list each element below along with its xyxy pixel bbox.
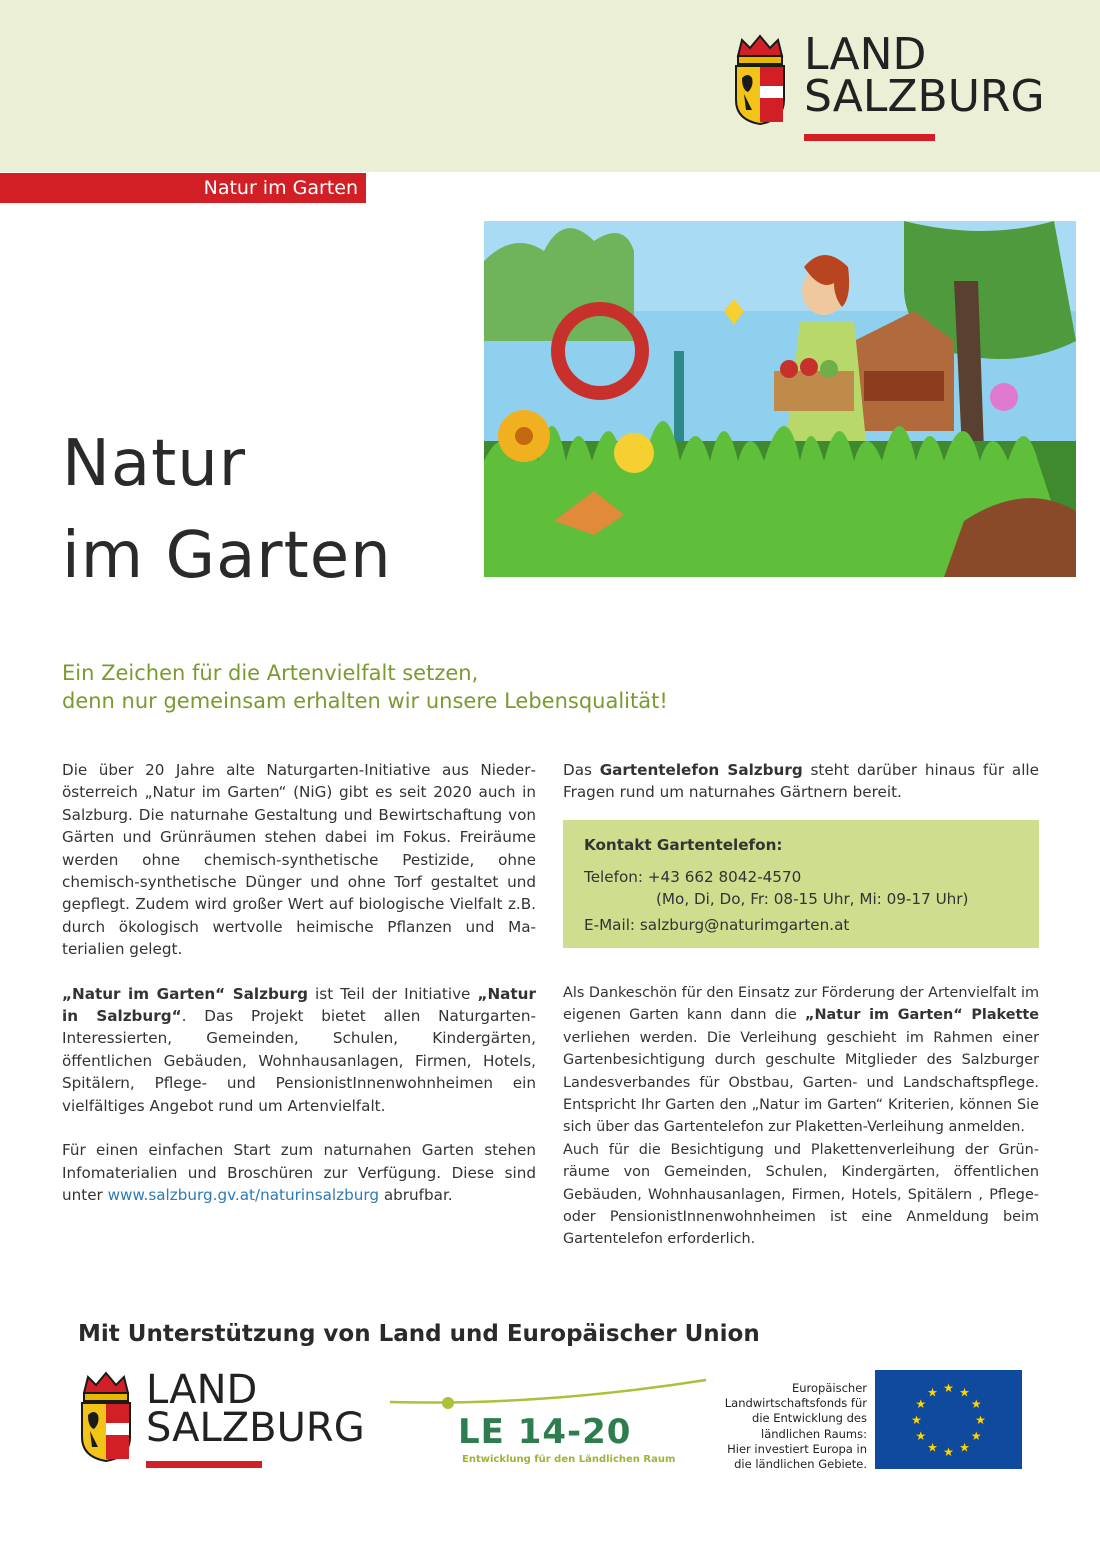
contact-hours: (Mo, Di, Do, Fr: 08-15 Uhr, Mi: 09-17 Uhr) [656,890,969,908]
materials-text-1: Für einen einfachen Start zum naturnahen Garten stehen Infomaterialien und Broschüren zur Verfügung. Diese sind unter [62,1141,536,1204]
subtitle-line-1: Ein Zeichen für die Artenvielfalt setzen, [62,661,479,685]
section-tag-bar [0,173,366,203]
registration-paragraph: Auch für die Besichtigung und Plakettenverleihung der Grünräume von Gemeinden, Schulen, Kindergärten, öffentlichen Gebäuden, Wohnhausanlagen, Firmen, Hotels, Spitälern , Pflege- oder PensionistInnenwohnheimen ist eine Anmeldung beim Gartentelefon erforderlich. [563,1141,1039,1248]
le-14-20-logo [390,1376,712,1472]
footer-logo-line-1: LAND [146,1367,258,1413]
eu-line-3: die Entwicklung des [752,1411,867,1426]
initiative-text-1: ist Teil der Initiative [307,984,478,1003]
logo-wordmark [804,29,1045,122]
plakette-name: „Natur im Garten“ Plakette [804,1007,1039,1024]
subtitle [62,659,668,715]
info-link[interactable]: www.salzburg.gv.at/naturinsalzburg [107,1185,379,1204]
svg-text:★: ★ [911,1413,922,1427]
logo-red-bar [804,134,935,141]
eu-line-6: die ländlichen Gebiete. [734,1457,867,1472]
le-swoosh-icon [390,1376,712,1416]
le-title: LE 14-20 [458,1412,632,1452]
svg-text:★: ★ [959,1440,970,1455]
svg-text:★: ★ [943,1445,954,1459]
contact-email[interactable]: E-Mail: salzburg@naturimgarten.at [584,916,850,934]
svg-text:★: ★ [943,1381,954,1395]
svg-text:★: ★ [959,1385,970,1400]
gartentelefon-paragraph [563,759,1039,804]
salzburg-crest-icon [732,34,788,126]
svg-text:★: ★ [915,1397,927,1411]
footer-logo-line-2: SALZBURG [146,1405,365,1451]
materials-paragraph [62,1139,536,1206]
intro-paragraph: Die über 20 Jahre alte Naturgarten-Initiative aus Niederösterreich „Natur im Garten“ (NiG) gibt es seit 2020 auch in Salzburg. Die naturnahe Gestaltung und Bewirtschaftung von Gärten und Grünräumen stehen dabei im Fokus. Freiräume werden ohne chemisch-synthetische Pestizide, ohne chemisch-synthetische Dünger und ohne Torf gestaltet und gepflegt. Zudem wird großer Wert auf biologische Vielfalt z.B. durch ökologisch wertvolle heimische Pflanzen und Materialien gelegt. [62,761,536,959]
title-line-1: Natur [62,427,247,501]
footer-land-salzburg-logo [78,1367,378,1471]
parent-initiative-name: „Natur in Salzburg“ [62,984,536,1026]
eu-line-5: Hier investiert Europa in [727,1441,867,1456]
section-tag-label: Natur im Garten [203,177,358,199]
logo-line-1: LAND [804,29,927,80]
footer-logo-wordmark [146,1367,365,1451]
land-salzburg-logo [732,29,1052,144]
le-subtitle: Entwicklung für den Ländlichen Raum [462,1454,676,1465]
page-title [62,418,392,602]
eu-flag-icon [875,1370,1022,1469]
svg-text:★: ★ [970,1397,982,1411]
garden-illustration [484,221,1076,577]
initiative-text-2: . Das Projekt bietet allen Naturgarten-Interessierten, Gemeinden, Schulen, Kindergärten, öffentlichen Gebäuden, Wohnhausanlagen, Firmen, Hotels, Spitälern, Pflege- und PensionistInnenwohnheimen ein vielfältiges Angebot rund um Artenvielfalt. [62,1007,536,1115]
svg-text:★: ★ [927,1440,938,1455]
gartentelefon-text-1: Das [563,761,600,779]
gartentelefon-name: Gartentelefon Salzburg [599,761,803,779]
eu-line-2: Landwirtschaftsfonds für [724,1396,867,1411]
materials-text-2: abrufbar. [379,1185,453,1204]
initiative-paragraph [62,983,536,1117]
eu-line-4: ländlichen Raums: [761,1426,867,1441]
right-column-top [563,759,1039,804]
left-column [62,759,536,1228]
plakette-text-1: Als Dankeschön für den Einsatz zur Förderung der Artenvielfalt im eigenen Garten kann dann die [563,985,1039,1024]
support-heading: Mit Unterstützung von Land und Europäischer Union [78,1321,760,1347]
subtitle-line-2: denn nur gemeinsam erhalten wir unsere Lebensqualität! [62,689,668,713]
logo-line-2: SALZBURG [804,71,1045,122]
contact-title: Kontakt Gartentelefon: [584,836,783,854]
svg-text:★: ★ [915,1429,927,1443]
svg-text:★: ★ [927,1385,938,1400]
eu-line-1: Europäischer [791,1381,867,1395]
gartentelefon-text-2: steht darüber hinaus für alle Fragen rund um naturnahes Gärtnern bereit. [563,761,1039,802]
initiative-name: „Natur im Garten“ Salzburg [62,984,308,1003]
salzburg-crest-icon [78,1371,134,1463]
title-line-2: im Garten [62,519,392,593]
svg-text:★: ★ [975,1413,986,1427]
right-column-bottom [563,982,1039,1251]
contact-phone[interactable]: Telefon: +43 662 8042-4570 [584,868,802,886]
eu-fund-text [709,1381,867,1472]
plakette-paragraph [563,982,1039,1139]
contact-box [563,820,1039,948]
plakette-text-2: verliehen werden. Die Verleihung geschieht im Rahmen einer Gartenbesichtigung durch geschulte Mitglieder des Salzburger Landesverbandes für Obstbau, Garten- und Landschaftspflege. Entspricht Ihr Garten den „Natur im Garten“ Kriterien, können Sie sich über das Gartentelefon zur Plaketten-Verleihung anmelden. [563,1029,1039,1136]
svg-text:★: ★ [970,1429,982,1443]
footer-logo-red-bar [146,1461,262,1468]
